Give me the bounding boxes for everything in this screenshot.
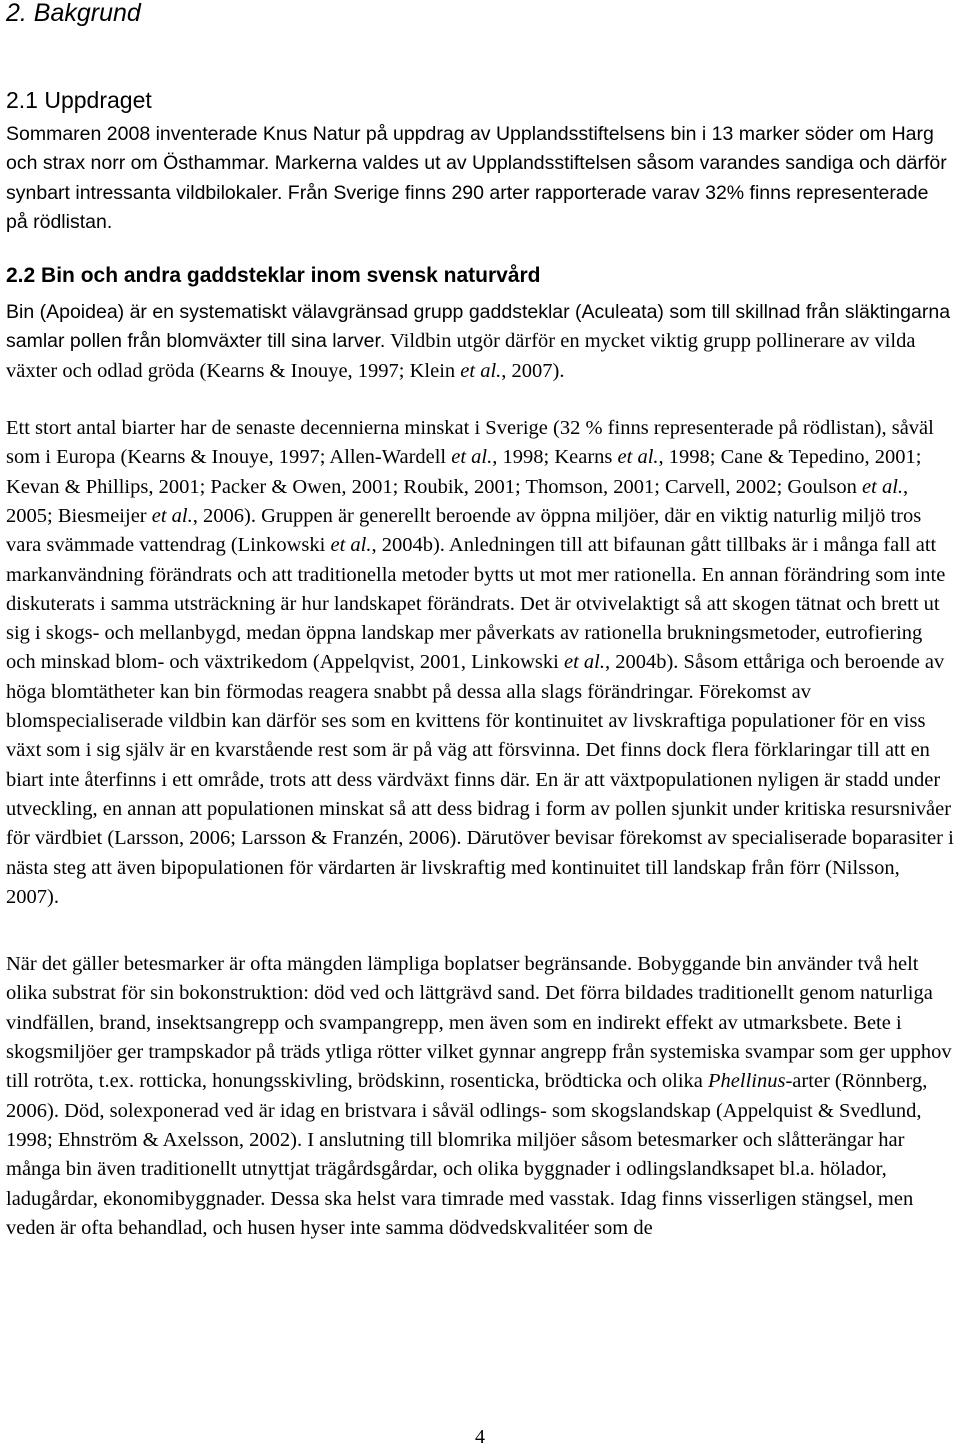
text-run: Bin (Apoidea) är en systematiskt välavgränsad grupp gaddsteklar (Aculeata) som till skillnad från släktingarna samlar pollen från blomväxter till sina larver. bbox=[6, 301, 951, 353]
genus-italic: Phellinus bbox=[708, 1070, 786, 1093]
document-page bbox=[6, 0, 954, 1243]
section-title-bin-och-gaddsteklar: 2.2 Bin och andra gaddsteklar inom svensk naturvård bbox=[6, 264, 541, 288]
section-paragraph-apoidea bbox=[6, 298, 954, 386]
section-paragraph-uppdraget: Sommaren 2008 inventerade Knus Natur på uppdrag av Upplandsstiftelsens bin i 13 marker söder om Harg och strax norr om Östhammar. Markerna valdes ut av Upplandsstiftelsen såsom varandes sandiga och därför synbart intressanta vildbilokaler. Från Sverige finns 290 arter rapporterade varav 32% finns representerade på rödlistan. bbox=[6, 123, 947, 233]
text-run: , 2004b). Såsom ettåriga och beroende av höga blomtätheter kan bin förmodas reagera snabbt på dessa alla slags förändringar. Förekomst av blomspecialiserade vildbin kan därför ses som en kvittens för kontinuitet av livskraftiga populationer för en viss växt som i sig själv är en kvarstående rest som är på väg att försvinna. Det finns dock flera förklaringar till att en biart inte återfinns i ett område, trots att dess värdväxt finns där. En är att växtpopulationen nyligen är stadd under utveckling, en annan att populationen minskat så att dess bidrag i form av pollen sjunkit under kritiska resursnivåer för värdbiet (Larsson, 2006; Larsson & Franzén, 2006). Därutöver bevisar förekomst av specialiserade boparasiter i nästa steg att även bipopulationen för värdarten är livskraftig med kontinuitet till landskap från förr (Nilsson, 2007). bbox=[6, 651, 954, 908]
section-paragraph-biarter bbox=[6, 414, 954, 912]
text-run: När det gäller betesmarker är ofta mängden lämpliga boplatser begränsande. Bobyggande bin använder två helt olika substrat för sin bokonstruktion: död ved och lättgrävd sand. Det förra bildades traditionellt genom naturliga vindfällen, brand, insektsangrepp och svampangrepp, men även som en indirekt effekt av utmarksbete. Bete i skogsmiljöer ger trampskador på träds ytliga rötter vilket gynnar angrepp från systemiska svampar som ger upphov till rotröta, t.ex. rotticka, honungsskivling, brödskinn, rosenticka, brödticka och olika bbox=[6, 953, 952, 1093]
text-run: , 2006). Gruppen är generellt beroende av öppna miljöer, där en viktig naturlig miljö tros vara svämmade vattendrag (Linkowski bbox=[6, 504, 922, 557]
text-run: , 2005; Biesmeijer bbox=[6, 475, 909, 527]
text-run: Vildbin utgör därför en mycket viktig grupp pollinerare av vilda växter och odlad gröda (Kearns & Inouye, 1997; Klein bbox=[6, 330, 916, 382]
text-run: -arter (Rönnberg, 2006). Död, solexponerad ved är idag en bristvara i såväl odlings- som skogslandskap (Appelquist & Svedlund, 1998; Ehnström & Axelsson, 2002). I anslutning till blomrika miljöer såsom betesmarker och slåtterängar har många bin även traditionellt utnyttjat trägårdsgårdar, och olika byggnader i odlingslandksapet bl.a. hölador, ladugårdar, ekonomibyggnader. Dessa ska helst vara timrade med vasstak. Idag finns visserligen stängsel, men veden är ofta behandlad, och husen hyser inte samma dödvedskvalitéer som de bbox=[6, 1070, 928, 1239]
et-al-italic: et al. bbox=[563, 651, 605, 674]
text-run: , 1998; Kearns bbox=[492, 446, 618, 469]
section-title-uppdraget: 2.1 Uppdraget bbox=[6, 87, 152, 113]
section-paragraph-betesmarker bbox=[6, 950, 954, 1243]
et-al-italic: et al. bbox=[330, 534, 372, 557]
et-al-italic: et al. bbox=[451, 446, 493, 469]
text-run: , 2007). bbox=[501, 359, 565, 382]
et-al-italic: et al. bbox=[460, 359, 502, 382]
et-al-italic: et al. bbox=[151, 504, 193, 527]
et-al-italic: et al. bbox=[862, 475, 904, 498]
text-run: Ett stort antal biarter har de senaste decennierna minskat i Sverige (32 % finns representerade på rödlistan), såväl som i Europa (Kearns & Inouye, 1997; Allen-Wardell bbox=[6, 417, 934, 469]
chapter-title: 2. Bakgrund bbox=[6, 0, 141, 27]
et-al-italic: et al. bbox=[617, 446, 659, 469]
page-number: 4 bbox=[475, 1426, 485, 1448]
text-run: , 2004b). Anledningen till att bifaunan gått tillbaks är i många fall att markanvändning förändrats och att traditionella metoder bytts ut mot mer rationella. En annan förändring som inte diskuterats i samma utsträckning är hur landskapet förändrats. Det är otvivelaktigt så att skogen tätnat och brett ut sig i skogs- och mellanbygd, medan öppna landskap mer påverkats av rationella brukningsmetoder, eutrofiering och minskad blom- och växtrikedom (Appelqvist, 2001, Linkowski bbox=[6, 534, 946, 674]
text-run: , 1998; Cane & Tepedino, 2001; Kevan & Phillips, 2001; Packer & Owen, 2001; Roubik, 2001; Thomson, 2001; Carvell, 2002; Goulson bbox=[6, 446, 922, 498]
